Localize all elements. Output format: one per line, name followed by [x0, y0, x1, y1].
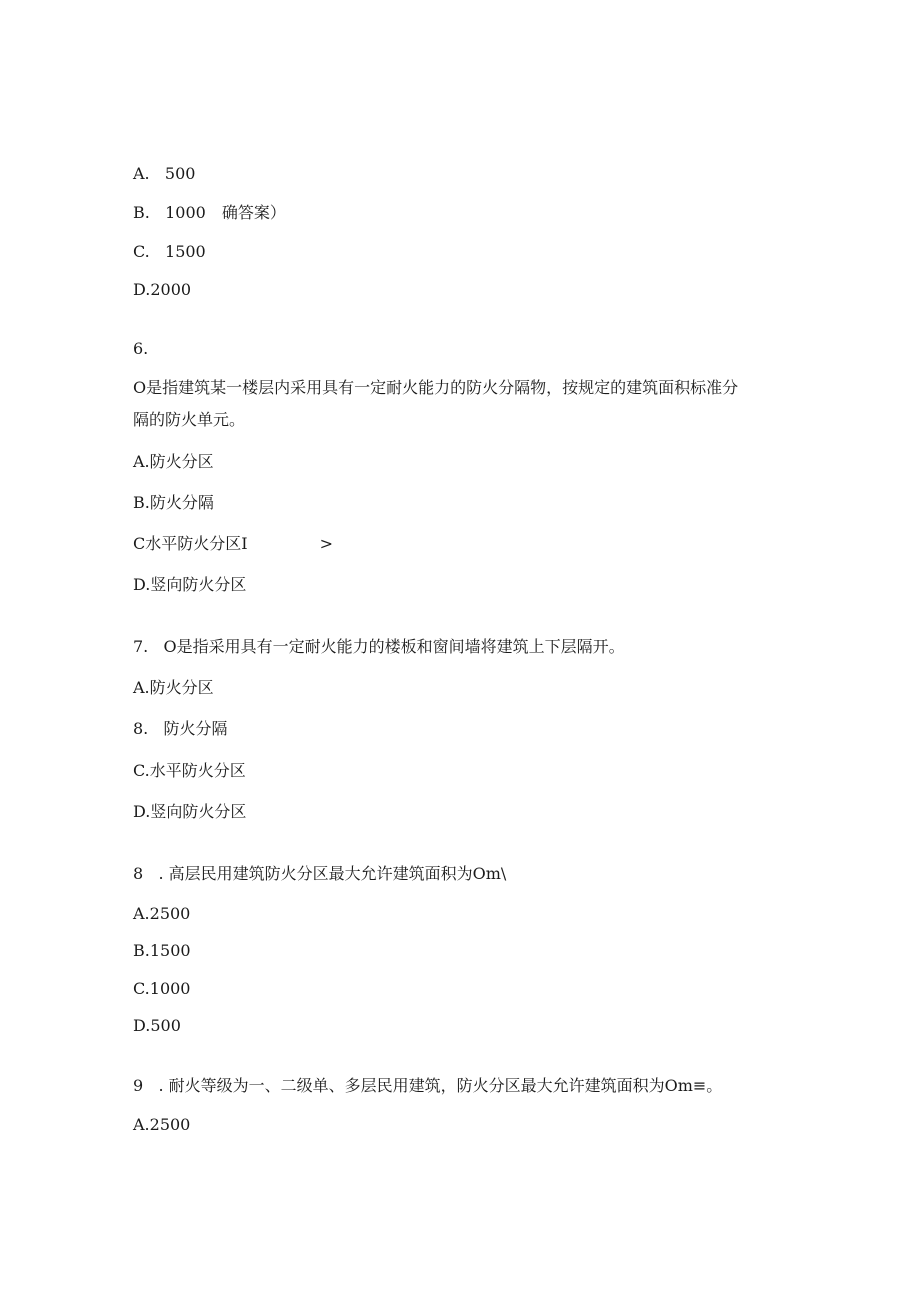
q5-option-d: D.2000 — [133, 280, 192, 299]
q9-option-a: A.2500 — [133, 1115, 191, 1134]
q6-stem-line2: 隔的防火单元。 — [133, 410, 246, 429]
q8-option-a: A.2500 — [133, 904, 191, 923]
q7-option-a: A.防火分区 — [133, 678, 214, 697]
q5-option-b-note: 确答案） — [221, 203, 286, 222]
q7-option-d: D.竖向防火分区 — [133, 802, 247, 821]
q6-option-b: B.防火分隔 — [133, 493, 214, 512]
q5-option-b-text: B. 1000 — [133, 203, 206, 222]
q6-option-d: D.竖向防火分区 — [133, 575, 247, 594]
q9-stem: 9 . 耐火等级为一、二级单、多层民用建筑，防火分区最大允许建筑面积为Om≡。 — [133, 1076, 723, 1095]
q6-number: 6. — [133, 339, 149, 358]
q6-option-c-text: C水平防火分区I — [133, 534, 248, 553]
q7-stem: 7. O是指采用具有一定耐火能力的楼板和窗间墙将建筑上下层隔开。 — [133, 637, 625, 656]
q8-stem: 8 . 高层民用建筑防火分区最大允许建筑面积为Om\ — [133, 864, 507, 883]
q8-option-b: B.1500 — [133, 941, 191, 960]
q6-option-a: A.防火分区 — [133, 452, 214, 471]
q7-option-b: 8. 防火分隔 — [133, 719, 228, 738]
q5-option-a: A. 500 — [133, 164, 196, 183]
q7-option-c: C.水平防火分区 — [133, 761, 246, 780]
q6-option-c-mark: > — [319, 534, 333, 553]
q5-option-c: C. 1500 — [133, 242, 206, 261]
q5-option-b — [133, 203, 286, 223]
q8-option-c: C.1000 — [133, 979, 191, 998]
q6-stem-line1: O是指建筑某一楼层内采用具有一定耐火能力的防火分隔物，按规定的建筑面积标准分 — [133, 378, 739, 397]
q6-option-c — [133, 534, 333, 554]
q8-option-d: D.500 — [133, 1016, 181, 1035]
